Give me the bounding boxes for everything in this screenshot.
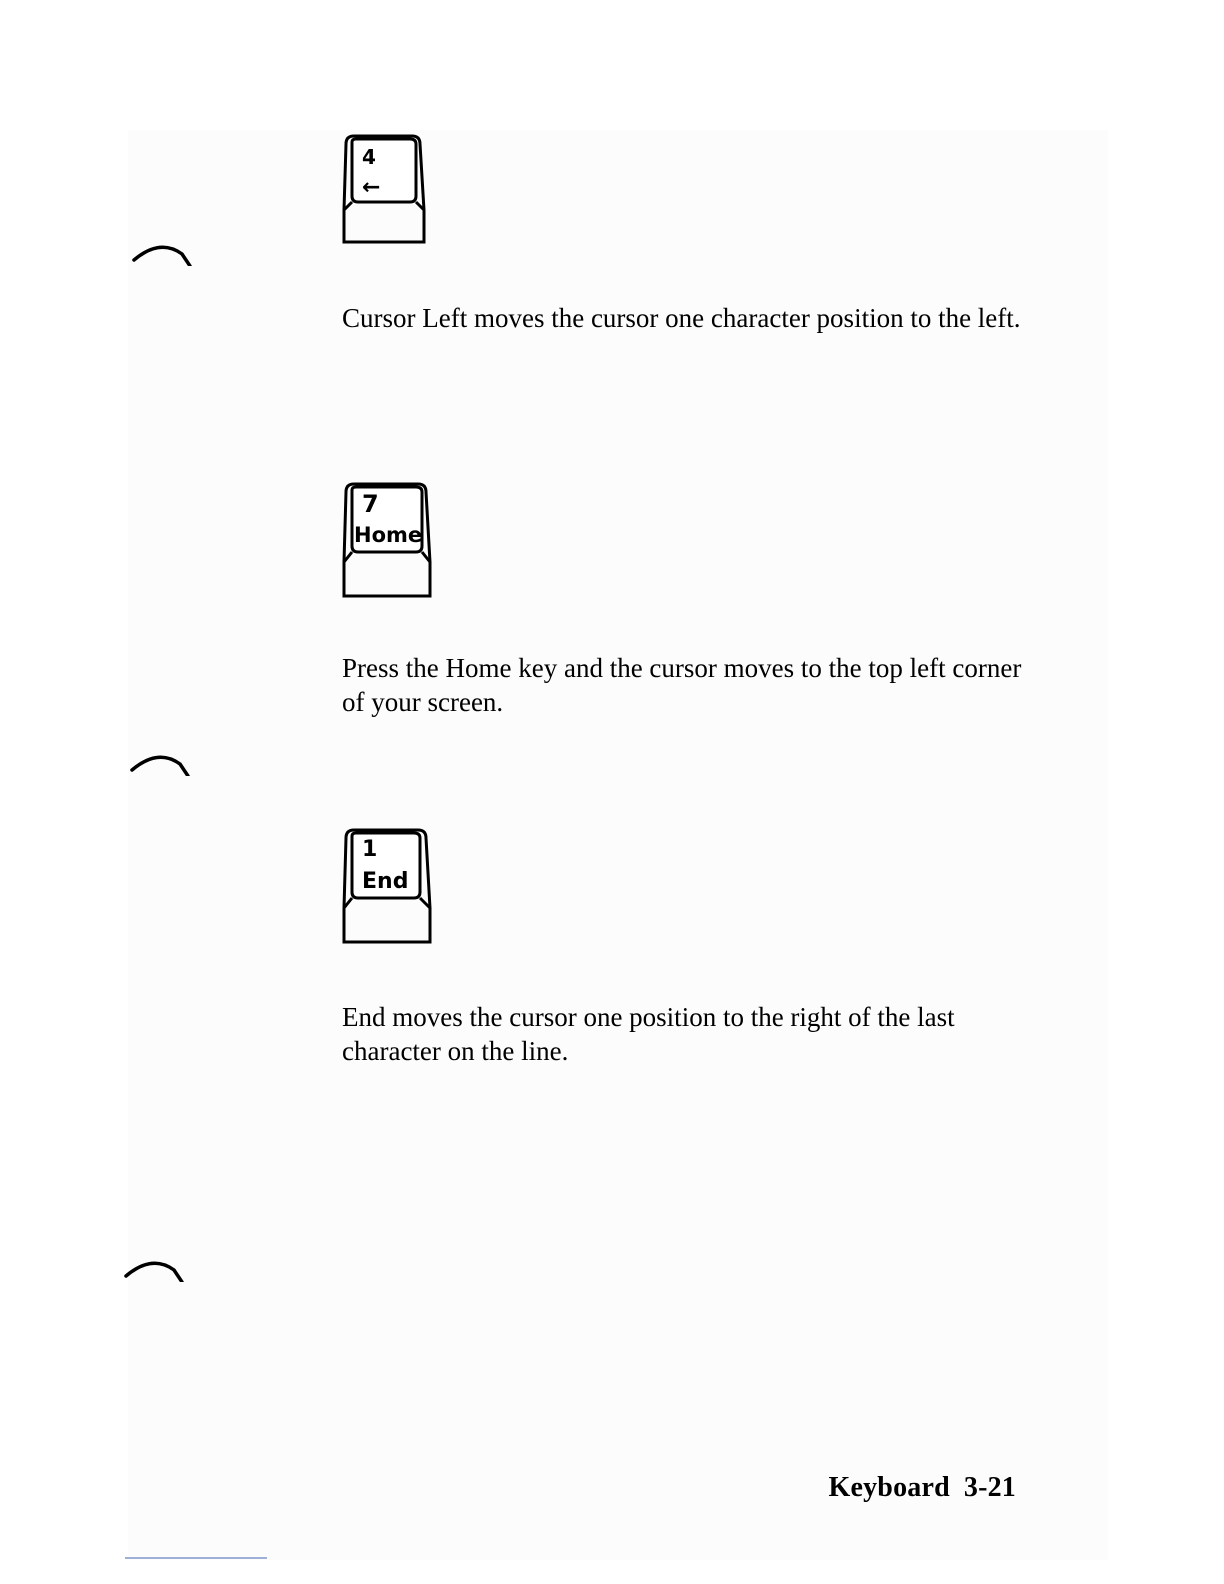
end-description: End moves the cursor one position to the right of the last character on the line.	[342, 1002, 955, 1066]
footer-page-number: 3-21	[963, 1472, 1016, 1503]
footer-section-title: Keyboard	[828, 1472, 950, 1503]
page-background	[128, 130, 1108, 1560]
end-key-icon	[340, 828, 434, 946]
key-top-label: 1	[362, 837, 378, 862]
binder-hole-mark	[124, 1258, 186, 1282]
binder-hole-mark	[132, 242, 194, 266]
home-description: Press the Home key and the cursor moves to the top left corner of your screen.	[342, 653, 1022, 717]
cursor-left-key-icon	[340, 134, 428, 246]
key-bottom-label: End	[362, 869, 409, 894]
bottom-rule	[125, 1557, 267, 1559]
key-top-label: 7	[362, 490, 379, 518]
binder-hole-mark	[130, 752, 192, 776]
page-footer	[828, 1472, 1016, 1504]
home-key-icon	[340, 482, 434, 600]
key-bottom-label: Home	[354, 523, 423, 547]
key-top-label: 4	[362, 145, 376, 169]
cursor-left-description: Cursor Left moves the cursor one character position to the left.	[342, 303, 1021, 333]
key-bottom-label: ←	[362, 175, 381, 200]
